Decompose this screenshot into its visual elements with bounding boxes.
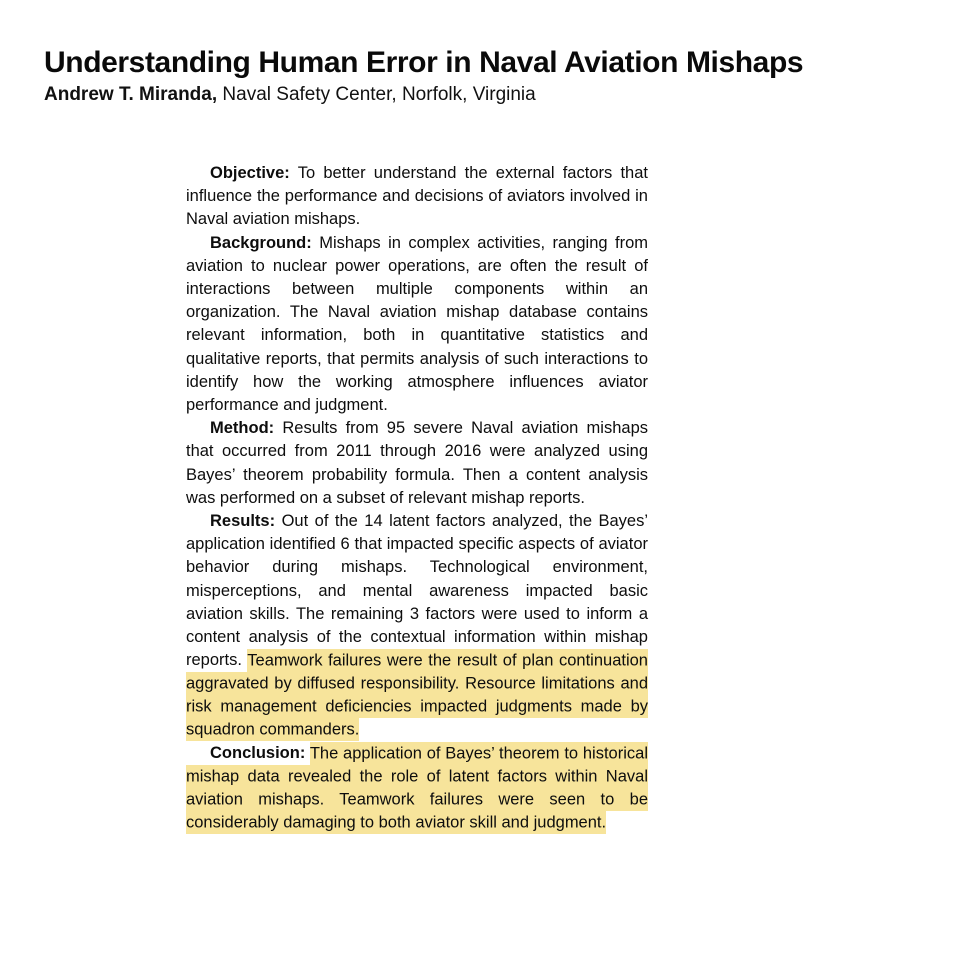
abstract-paragraph-conclusion [186,742,648,835]
background-label: Background: [210,233,312,252]
author-affiliation: Naval Safety Center, Norfolk, Virginia [222,84,536,105]
abstract [186,162,648,835]
method-label: Method: [210,419,275,438]
background-text: Mishaps in complex activities, ranging from aviation to nuclear power operations, are often the result of interactions between multiple components within an organization. The Naval aviation mishap database contains relevant information, both in quantitative statistics and qualitative reports, that permits analysis of such interactions to identify how the working atmosphere influences aviator performance and judgment. [186,233,648,415]
objective-label: Objective: [210,164,290,182]
abstract-paragraph-results [186,510,648,742]
conclusion-highlighted-text: The application of Bayes’ theorem to historical mishap data revealed the role of latent factors within Naval aviation mishaps. Teamwork failures were seen to be considerably damaging to both aviator skill and judgment. [186,742,648,835]
author-name: Andrew T. Miranda, [44,84,218,105]
abstract-paragraph-objective [186,162,648,232]
abstract-paragraph-method [186,417,648,510]
byline [44,84,536,106]
results-highlighted-text: Teamwork failures were the result of plan continuation aggravated by diffused responsibility. Resource limitations and risk management deficiencies impacted judgments made by squadron commanders. [186,649,648,742]
conclusion-label: Conclusion: [210,744,306,763]
objective-text: To better understand the external factors that influence the performance and decisions of aviators involved in Naval aviation mishaps. [186,164,648,229]
method-text: Results from 95 severe Naval aviation mishaps that occurred from 2011 through 2016 were analyzed using Bayes’ theorem probability formula. Then a content analysis was performed on a subset of relevant mishap reports. [186,419,648,507]
abstract-paragraph-background [186,232,648,418]
page-title: Understanding Human Error in Naval Aviation Mishaps [44,46,804,80]
results-label: Results: [210,512,276,531]
results-text: Out of the 14 latent factors analyzed, the Bayes’ application identified 6 that impacted specific aspects of aviator behavior during mishaps. Technological environment, misperceptions, and mental awareness impacted basic aviation skills. The remaining 3 factors were used to inform a content analysis of the contextual information within mishap reports. [186,512,648,670]
